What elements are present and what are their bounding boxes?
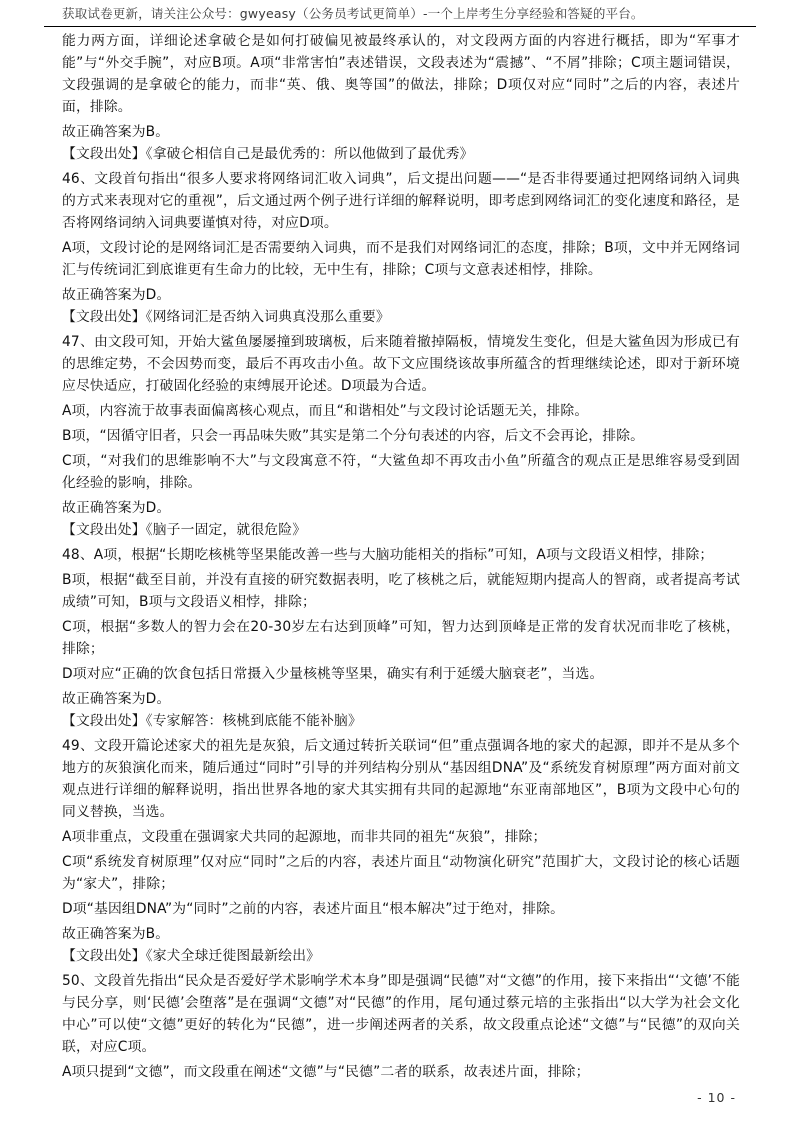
paragraph-49-analysis: 49、文段开篇论述家犬的祖先是灰狼，后文通过转折关联词“但”重点强调各地的家犬的起源，即并不是从多个地方的灰狼演化而来，随后通过“同时”引导的并列结构分别从“基因组DNA”及“系统发育树原理”两方面对前文观点进行详细的解释说明，指出世界各地的家犬其实拥有共同的起源地“东亚南部地区”，B项为文段中心句的同义替换，当选。: [62, 738, 740, 820]
paragraph-48-option-b: B项，根据“截至目前，并没有直接的研究数据表明，吃了核桃之后，就能短期内提高人的智商，或者提高考试成绩”可知，B项与文段语义相悖，排除；: [62, 572, 740, 610]
page-header: [44, 0, 756, 27]
source-48: 【文段出处】《专家解答：核桃到底能不能补脑》: [62, 713, 362, 729]
paragraph-45-analysis: 能力两方面，详细论述拿破仑是如何打破偏见被最终承认的，对文段两方面的内容进行概括，即为“军事才能”与“外交手腕”，对应B项。A项“非常害怕”表述错误，文段表述为“震撼”、“不屑”排除；C项主题词错误，文段强调的是拿破仑的能力，而非“英、俄、奥等国”的做法，排除；D项仅对应“同时”之后的内容，表述片面，排除。: [62, 33, 740, 115]
paragraph-47-option-b: B项，“因循守旧者，只会一再品味失败”其实是第二个分句表述的内容，后文不会再论，排除。: [62, 428, 645, 444]
paragraph-47-analysis: 47、由文段可知，开始大鲨鱼屡屡撞到玻璃板，后来随着撤掉隔板，情境发生变化，但是大鲨鱼因为形成已有的思维定势，不会因势而变，最后不再攻击小鱼。故下文应围绕该故事所蕴含的哲理继续论述，即对于新环境应尽快适应，打破固化经验的束缚展开论述。D项最为合适。: [62, 334, 740, 394]
answer-45: 故正确答案为B。: [62, 124, 170, 140]
paragraph-48-option-c: C项，根据“多数人的智力会在20-30岁左右达到顶峰”可知，智力达到顶峰是正常的发育状况而非吃了核桃，排除；: [62, 619, 740, 657]
paragraph-49-option-a: A项非重点，文段重在强调家犬共同的起源地，而非共同的祖先“灰狼”，排除；: [62, 829, 547, 845]
header-text: 获取试卷更新，请关注公众号：gwyeasy（公务员考试更简单）-一个上岸考生分享经验和答疑的平台。: [62, 6, 644, 21]
paragraph-48-option-a: 48、A项，根据“长期吃核桃等坚果能改善一些与大脑功能相关的指标”可知，A项与文段语义相悖，排除；: [62, 547, 714, 563]
document-body: [62, 30, 740, 1086]
answer-46: 故正确答案为D。: [62, 287, 171, 303]
paragraph-49-option-c: C项“系统发育树原理”仅对应“同时”之后的内容，表述片面且“动物演化研究”范围扩大，文段讨论的核心话题为“家犬”，排除；: [62, 854, 740, 892]
paragraph-46-options: A项，文段讨论的是网络词汇是否需要纳入词典，而不是我们对网络词汇的态度，排除；B项，文中并无网络词汇与传统词汇到底谁更有生命力的比较，无中生有，排除；C项与文意表述相悖，排除。: [62, 240, 740, 278]
source-47: 【文段出处】《脑子一固定，就很危险》: [62, 522, 307, 538]
paragraph-50-analysis: 50、文段首先指出“民众是否爱好学术影响学术本身”即是强调“民德”对“文德”的作用，接下来指出“‘文德’不能与民分享，则‘民德’会堕落”是在强调“文德”对“民德”的作用，尾句通过蔡元培的主张指出“以大学为社会文化中心”可以使“文德”更好的转化为“民德”，进一步阐述两者的关系，故文段重点论述“文德”与“民德”的双向关联，对应C项。: [62, 973, 740, 1055]
answer-49: 故正确答案为B。: [62, 926, 170, 942]
paragraph-48-option-d: D项对应“正确的饮食包括日常摄入少量核桃等坚果，确实有利于延缓大脑衰老”，当选。: [62, 666, 604, 682]
answer-48: 故正确答案为D。: [62, 691, 171, 707]
paragraph-49-option-d: D项“基因组DNA”为“同时”之前的内容，表述片面且“根本解决”过于绝对，排除。: [62, 901, 565, 917]
source-45: 【文段出处】《拿破仑相信自己是最优秀的：所以他做到了最优秀》: [62, 146, 474, 162]
paragraph-47-option-c: C项，“对我们的思维影响不大”与文段寓意不符，“大鲨鱼却不再攻击小鱼”所蕴含的观点正是思维容易受到固化经验的影响，排除。: [62, 453, 740, 491]
source-46: 【文段出处】《网络词汇是否纳入词典真没那么重要》: [62, 309, 390, 325]
paragraph-50-option-a: A项只提到“文德”，而文段重在阐述“文德”与“民德”二者的联系，故表述片面，排除；: [62, 1064, 590, 1080]
page-number: - 10 -: [697, 1090, 736, 1105]
source-49: 【文段出处】《家犬全球迁徙图最新绘出》: [62, 948, 321, 964]
paragraph-46-analysis: 46、文段首句指出“很多人要求将网络词汇收入词典”，后文提出问题——“是否非得要通过把网络词纳入词典的方式来表现对它的重视”，后文通过两个例子进行详细的解释说明，即考虑到网络词汇的变化速度和路径，是否将网络词纳入词典要谨慎对待，对应D项。: [62, 171, 740, 231]
paragraph-47-option-a: A项，内容流于故事表面偏离核心观点，而且“和谐相处”与文段讨论话题无关，排除。: [62, 403, 589, 419]
answer-47: 故正确答案为D。: [62, 500, 171, 516]
